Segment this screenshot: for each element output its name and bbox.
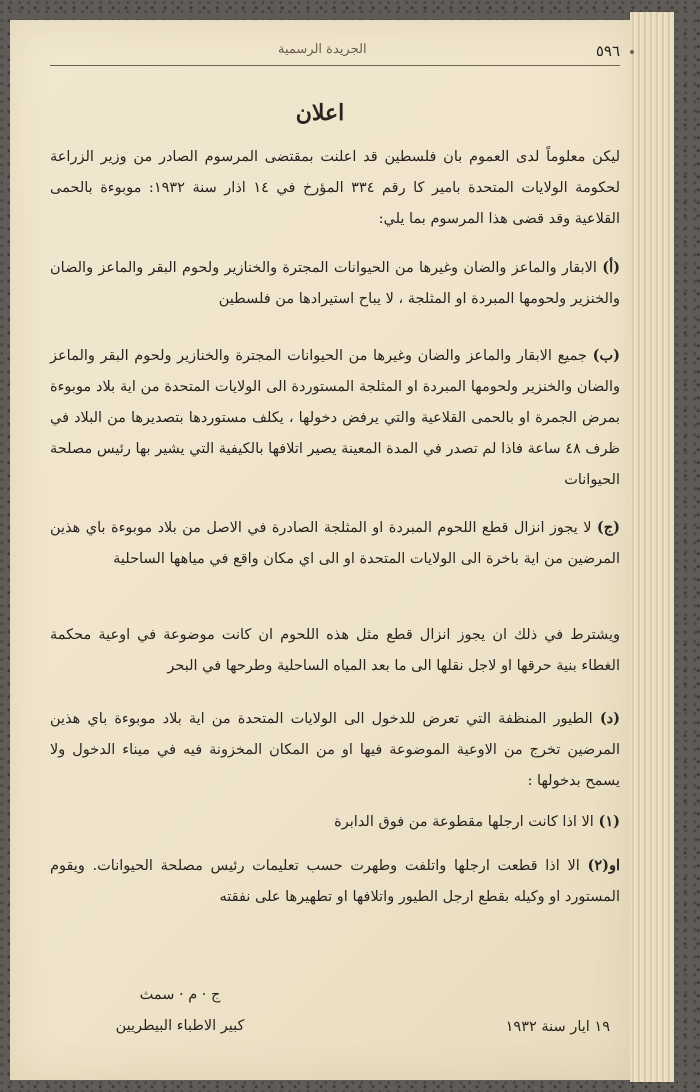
clause-d-sub-2-label: او(٢) — [587, 857, 621, 874]
running-title: الجريدة الرسمية — [278, 42, 367, 57]
clause-a-text: الابقار والماعز والضان وغيرها من الحيوانات المجترة والخنازير ولحوم البقر والماعز والضان والخنزير ولحومها المبردة او المثلجة ، لا يباح استيرادها من فلسطين — [50, 260, 620, 307]
clause-d-sub-1-text: الا اذا كانت ارجلها مقطوعة من فوق الدابرة — [334, 814, 594, 830]
clause-d-text: الطيور المنظفة التي تعرض للدخول الى الولايات المتحدة من اية بلاد موبوءة باي هذين المرضين تخرج من الاوعية الموضوعة فيها او من المكان المخزونة فيه في ميناء الدخول ولا يسمح بدخولها : — [50, 711, 620, 789]
gazette-page — [10, 20, 630, 1080]
clause-c-label: (ج) — [596, 519, 621, 536]
issue-date: ١٩ ايار سنة ١٩٣٢ — [505, 1019, 610, 1035]
clause-b-text: جميع الابقار والماعز والضان وغيرها من الحيوانات المجترة والخنازير ولحوم البقر والماعز والضان والخنزير ولحومها المبردة او المثلجة المستوردة الى الولايات المتحدة من اية بلاد موبوءة بمرض الجمرة او بالحمى القلاعية والتي يرفض دخولها ، يكلف مستوردها بتصديرها من البلاد في ظرف ٤٨ ساعة فاذا لم تصدر في المدة المعينة يصير اتلافها بالكيفية التي يشير بها رئيس مصلحة الحيوانات — [50, 348, 620, 488]
clause-b — [50, 340, 620, 496]
signatory-name: ج · م · سمث — [139, 987, 221, 1003]
intro-paragraph: ليكن معلوماً لدى العموم بان فلسطين قد اعلنت بمقتضى المرسوم الصادر من وزير الزراعة لحكومة الولايات المتحدة بامير كا رقم ٣٣٤ المؤرخ في ١٤ اذار سنة ١٩٣٢: موبوءة بالحمى القلاعية وقد قضى هذا المرسوم بما يلي: — [50, 149, 620, 227]
clause-a-label: (أ) — [602, 259, 620, 276]
header-divider — [50, 65, 620, 66]
running-header — [50, 42, 620, 66]
clause-d-sub-1-label: (١) — [598, 813, 620, 830]
notice-title: اعلان — [295, 100, 345, 126]
clause-b-label: (ب) — [592, 347, 621, 364]
signature-block — [80, 980, 280, 1042]
signatory-title: كبير الاطباء البيطريين — [115, 1018, 245, 1034]
page-mark — [630, 50, 634, 54]
clause-d-label: (د) — [599, 710, 620, 727]
clause-d-sub-2-text: الا اذا قطعت ارجلها واتلفت وطهرت حسب تعليمات رئيس مصلحة الحيوانات. ويقوم المستورد او وكيله بقطع ارجل الطيور واتلافها او تطهيرها على نفقته — [50, 858, 620, 905]
clause-c-text: لا يجوز انزال قطع اللحوم المبردة او المثلجة الصادرة في الاصل من بلاد موبوءة باي هذين المرضين من اية باخرة الى الولايات المتحدة او الى اي مكان واقع في مياهها الساحلية — [50, 520, 620, 567]
clause-d-sub-1 — [50, 806, 620, 838]
page-number: ٥٩٦ — [595, 42, 620, 60]
condition-paragraph: ويشترط في ذلك ان يجوز انزال قطع مثل هذه اللحوم ان كانت موضوعة في اوعية محكمة الغطاء بنية حرقها او لاجل نقلها الى ما بعد المياه الساحلية وطرحها في البحر — [50, 627, 620, 674]
clause-c — [50, 512, 620, 575]
clause-a — [50, 252, 620, 315]
page-edge-stack — [630, 12, 674, 1082]
clause-d-sub-2 — [50, 850, 620, 913]
clause-d — [50, 703, 620, 797]
